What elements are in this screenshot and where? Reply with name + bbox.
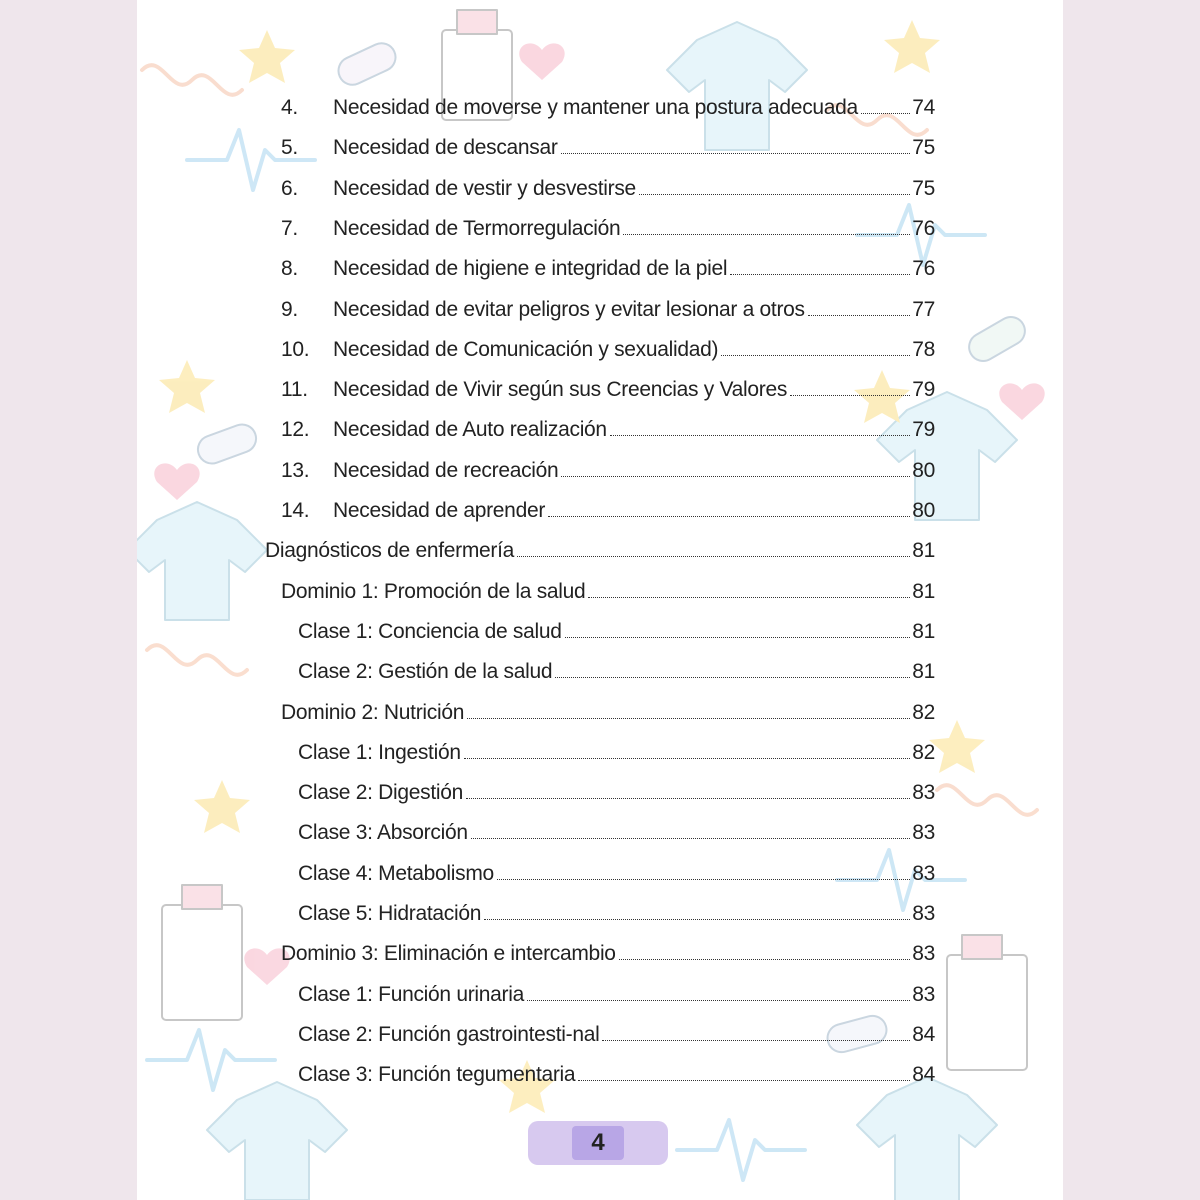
- dot-leader: [602, 1039, 910, 1041]
- toc-entry-title: Dominio 2: Nutrición: [281, 700, 465, 724]
- toc-entry[interactable]: [281, 84, 935, 120]
- toc-entry-title: Clase 2: Función gastrointesti-nal: [298, 1022, 600, 1046]
- toc-entry-page: 80: [912, 458, 935, 482]
- toc-entry-page: 82: [912, 740, 935, 764]
- toc-entry-page: 83: [912, 982, 935, 1006]
- toc-entry-page: 79: [912, 418, 935, 442]
- toc-entry[interactable]: [298, 769, 935, 805]
- toc-entry-page: 84: [912, 1063, 935, 1087]
- toc-entry-number: 12.: [281, 418, 310, 442]
- toc-entry-title: Necesidad de descansar: [333, 136, 558, 160]
- dot-leader: [861, 112, 910, 114]
- toc-entry-page: 83: [912, 781, 935, 805]
- toc-entry[interactable]: [298, 1051, 935, 1087]
- toc-entry[interactable]: [281, 124, 935, 160]
- dot-leader: [790, 394, 910, 396]
- toc-entry-page: 84: [912, 1022, 935, 1046]
- toc-entry-page: 83: [912, 821, 935, 845]
- toc-entry-number: 4.: [281, 96, 298, 119]
- toc-entry-number: 6.: [281, 176, 298, 200]
- toc-entry[interactable]: [281, 205, 935, 241]
- toc-entry-page: 82: [912, 700, 935, 724]
- toc-entry-title: Necesidad de Comunicación y sexualidad): [333, 337, 719, 361]
- toc-entry-page: 76: [912, 216, 935, 240]
- toc-entry-page: 76: [912, 257, 935, 281]
- dot-leader: [639, 193, 910, 195]
- dot-leader: [484, 918, 910, 920]
- toc-entry[interactable]: [265, 527, 935, 563]
- dot-leader: [561, 475, 910, 477]
- toc-entry[interactable]: [298, 648, 935, 684]
- toc-entry-number: 11.: [281, 378, 308, 402]
- toc-entry-title: Diagnósticos de enfermería: [265, 539, 514, 563]
- toc-entry[interactable]: [298, 850, 935, 886]
- toc-entry[interactable]: [298, 809, 935, 845]
- dot-leader: [623, 233, 910, 235]
- dot-leader: [588, 596, 910, 598]
- toc-entry-page: 78: [912, 337, 935, 361]
- toc-entry-title: Necesidad de evitar peligros y evitar lesionar a otros: [333, 297, 805, 321]
- toc-entry-title: Clase 2: Digestión: [298, 781, 464, 805]
- toc-entry[interactable]: [281, 286, 935, 322]
- toc-entry-title: Necesidad de higiene e integridad de la piel: [333, 257, 728, 281]
- dot-leader: [565, 636, 911, 638]
- toc-entry-number: 10.: [281, 337, 310, 361]
- document-page: [137, 0, 1063, 1200]
- toc-entry[interactable]: [281, 245, 935, 281]
- toc-entry-title: Necesidad de Vivir según sus Creencias y Valores: [333, 378, 788, 402]
- toc-entry[interactable]: [298, 890, 935, 926]
- dot-leader: [730, 273, 910, 275]
- table-of-contents: [137, 0, 1063, 1200]
- dot-leader: [619, 958, 911, 960]
- toc-entry-title: Clase 1: Ingestión: [298, 740, 461, 764]
- toc-entry[interactable]: [281, 165, 935, 201]
- toc-entry-page: 81: [912, 539, 935, 563]
- toc-entry-title: Dominio 3: Eliminación e intercambio: [281, 942, 616, 966]
- toc-entry[interactable]: [298, 729, 935, 765]
- toc-entry[interactable]: [281, 568, 935, 604]
- toc-entry-number: 13.: [281, 458, 310, 482]
- dot-leader: [466, 797, 910, 799]
- toc-entry-title: Clase 3: Función tegumentaria: [298, 1063, 576, 1087]
- page-number: 4: [591, 1129, 605, 1156]
- toc-entry-title: Clase 2: Gestión de la salud: [298, 660, 553, 684]
- toc-entry[interactable]: [298, 971, 935, 1007]
- toc-entry-number: 5.: [281, 136, 298, 160]
- dot-leader: [471, 837, 911, 839]
- dot-leader: [561, 152, 911, 154]
- toc-entry-title: Necesidad de aprender: [333, 499, 546, 522]
- toc-entry[interactable]: [281, 930, 935, 966]
- page-number-badge: [528, 1121, 668, 1165]
- toc-entry-page: 81: [912, 660, 935, 684]
- toc-entry-page: 75: [912, 176, 935, 200]
- toc-entry-page: 77: [912, 297, 935, 321]
- dot-leader: [555, 676, 910, 678]
- dot-leader: [578, 1079, 910, 1081]
- toc-entry-title: Necesidad de vestir y desvestirse: [333, 176, 636, 200]
- toc-entry-page: 83: [912, 942, 935, 966]
- toc-entry-title: Clase 5: Hidratación: [298, 902, 482, 925]
- toc-entry-title: Necesidad de recreación: [333, 458, 559, 482]
- dot-leader: [808, 314, 911, 316]
- toc-entry[interactable]: [281, 406, 935, 442]
- toc-entry-title: Dominio 1: Promoción de la salud: [281, 579, 586, 603]
- dot-leader: [721, 354, 910, 356]
- toc-entry-page: 75: [912, 136, 935, 160]
- toc-entry[interactable]: [298, 608, 935, 644]
- dot-leader: [517, 555, 910, 557]
- toc-entry-number: 14.: [281, 499, 310, 522]
- toc-entry-number: 8.: [281, 257, 298, 281]
- toc-entry-number: 9.: [281, 297, 298, 321]
- toc-entry[interactable]: [281, 366, 935, 402]
- toc-entry[interactable]: [281, 689, 935, 725]
- toc-entry-title: Clase 1: Función urinaria: [298, 982, 524, 1006]
- toc-entry-number: 7.: [281, 216, 298, 240]
- toc-entry-title: Clase 3: Absorción: [298, 821, 468, 845]
- toc-entry[interactable]: [281, 487, 935, 523]
- toc-entry-page: 74: [912, 96, 935, 119]
- toc-entry-page: 81: [912, 619, 935, 643]
- toc-entry[interactable]: [298, 1011, 935, 1047]
- toc-entry-title: Necesidad de moverse y mantener una postura adecuada: [333, 96, 858, 119]
- toc-entry-page: 81: [912, 579, 935, 603]
- toc-entry-page: 80: [912, 499, 935, 522]
- toc-entry-title: Clase 4: Metabolismo: [298, 861, 494, 885]
- toc-entry[interactable]: [281, 326, 935, 362]
- toc-entry-title: Necesidad de Auto realización: [333, 418, 607, 442]
- toc-entry-title: Necesidad de Termorregulación: [333, 216, 621, 240]
- toc-entry-page: 83: [912, 861, 935, 885]
- toc-entry[interactable]: [281, 447, 935, 483]
- toc-entry-title: Clase 1: Conciencia de salud: [298, 619, 562, 643]
- toc-entry-page: 83: [912, 902, 935, 925]
- dot-leader: [548, 515, 910, 517]
- dot-leader: [464, 757, 911, 759]
- dot-leader: [497, 878, 910, 880]
- dot-leader: [610, 434, 910, 436]
- toc-entry-page: 79: [912, 378, 935, 402]
- dot-leader: [467, 717, 910, 719]
- dot-leader: [527, 999, 910, 1001]
